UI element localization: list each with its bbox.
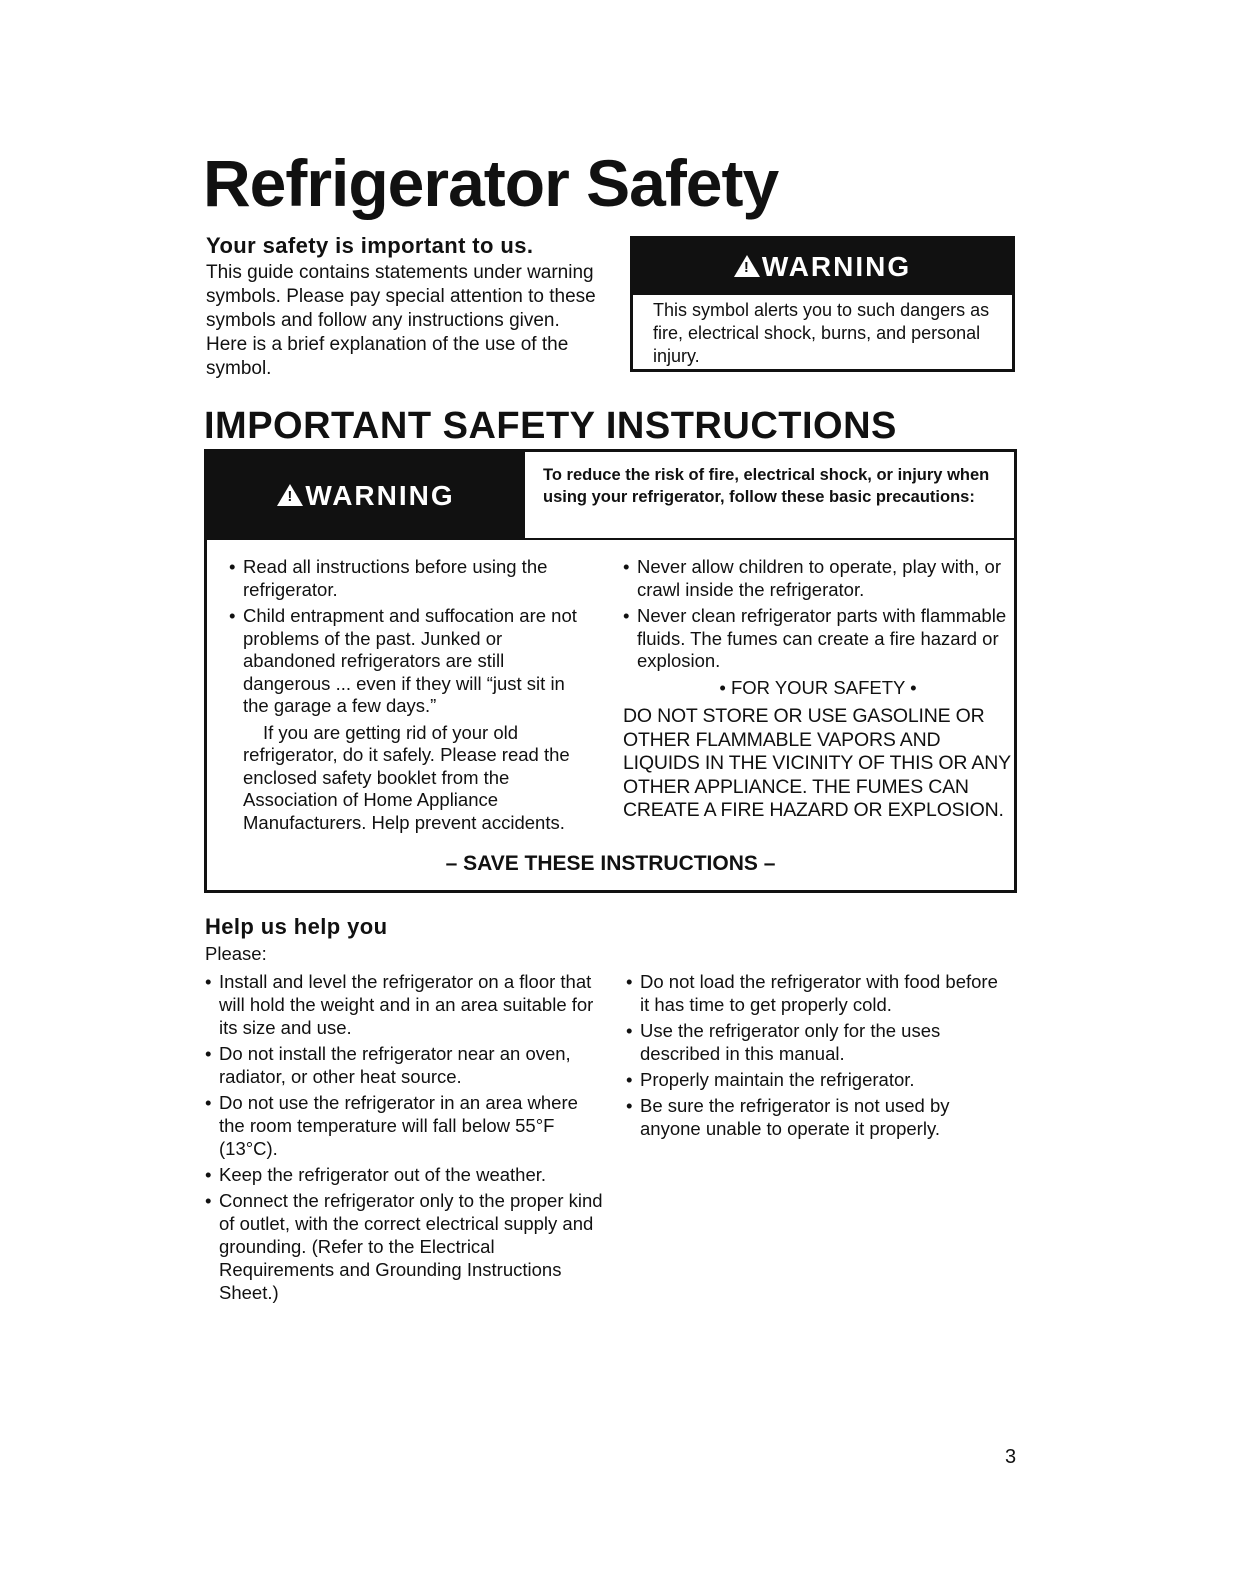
list-item: • Be sure the refrigerator is not used by anyone unable to operate it properly. [626, 1094, 1006, 1140]
page-title: Refrigerator Safety [203, 146, 779, 220]
intro-heading: Your safety is important to us. [206, 233, 534, 258]
important-warning-banner [207, 452, 525, 540]
list-item: • Child entrapment and suffocation are not problems of the past. Junked or abandoned refrigerators are still dangerous ... even if they will “just sit in the garage a few days.” [229, 605, 585, 718]
warning-triangle-icon [277, 484, 303, 506]
page-number: 3 [1005, 1446, 1017, 1468]
list-item: • Keep the refrigerator out of the weather. [205, 1163, 605, 1186]
warning-label: WARNING [761, 251, 912, 282]
intro-text: This guide contains statements under warning symbols. Please pay special attention to these symbols and follow any instructions given. Here is a brief explanation of the use of the symbol. [206, 262, 596, 379]
save-instructions: – SAVE THESE INSTRUCTIONS – [445, 852, 776, 875]
list-item: • Do not load the refrigerator with food before it has time to get properly cold. [626, 970, 1006, 1016]
list-item: • Properly maintain the refrigerator. [626, 1068, 1006, 1091]
warning-symbol-box [630, 236, 1015, 372]
list-item: • Read all instructions before using the refrigerator. [229, 556, 585, 601]
important-safety-heading: IMPORTANT SAFETY INSTRUCTIONS [204, 405, 897, 447]
help-right-column [626, 970, 1006, 1143]
list-item: • Use the refrigerator only for the uses described in this manual. [626, 1019, 1006, 1065]
help-heading: Help us help you [205, 914, 388, 939]
gasoline-warning: DO NOT STORE OR USE GASOLINE OR OTHER FLAMMABLE VAPORS AND LIQUIDS IN THE VICINITY OF THIS OR ANY OTHER APPLIANCE. THE FUMES CAN CREATE A FIRE HAZARD OR EXPLOSION. [623, 705, 1011, 821]
list-item: • Do not use the refrigerator in an area where the room temperature will fall below 55°F (13°C). [205, 1091, 605, 1160]
warning-triangle-icon [734, 255, 760, 277]
important-safety-box [204, 449, 1017, 893]
divider [525, 538, 1017, 540]
list-item: • Never clean refrigerator parts with flammable fluids. The fumes can create a fire hazard or explosion. [623, 605, 1013, 673]
help-left-column [205, 970, 605, 1307]
warning-banner [633, 239, 1012, 295]
disposal-paragraph: If you are getting rid of your old refrigerator, do it safely. Please read the enclosed safety booklet from the Association of Home Appliance Manufacturers. Help prevent accidents. [243, 721, 570, 833]
help-please: Please: [205, 943, 267, 964]
safety-left-column [229, 556, 585, 834]
list-item: • Install and level the refrigerator on a floor that will hold the weight and in an area suitable for its size and use. [205, 970, 605, 1039]
precautions-text: To reduce the risk of fire, electrical shock, or injury when using your refrigerator, follow these basic precautions: [543, 466, 990, 506]
for-your-safety: • FOR YOUR SAFETY • [719, 676, 917, 698]
important-warning-label: WARNING [305, 480, 455, 511]
list-item: • Do not install the refrigerator near an oven, radiator, or other heat source. [205, 1042, 605, 1088]
safety-right-column [623, 556, 1013, 823]
warning-symbol-text: This symbol alerts you to such dangers as fire, electrical shock, burns, and personal injury. [653, 300, 990, 366]
list-item: • Connect the refrigerator only to the proper kind of outlet, with the correct electrical supply and grounding. (Refer to the Electrical Requirements and Grounding Instructions Sheet.) [205, 1189, 605, 1304]
list-item: • Never allow children to operate, play with, or crawl inside the refrigerator. [623, 556, 1013, 601]
